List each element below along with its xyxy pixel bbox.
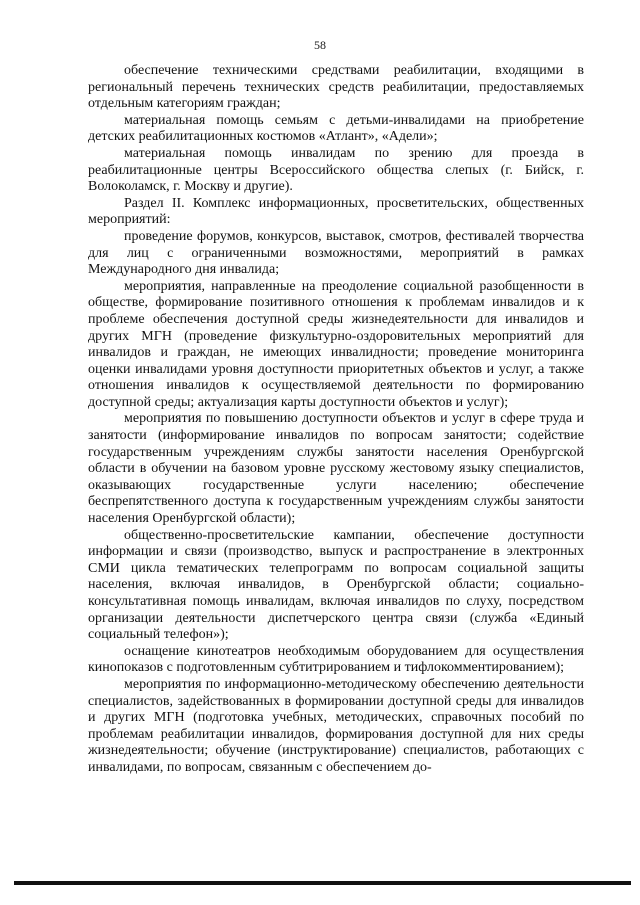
- paragraph-6: мероприятия, направленные на преодоление социальной разобщенности в обществе, формирование позитивного отношения к проблемам инвалидов и к проблеме обеспечения доступной среды жизнедеятельности для инвалидов и других МГН (проведение физкультурно-оздоровительных мероприятий для инвалидов и граждан, не имеющих инвалидности; проведение мониторинга оценки инвалидами уровня доступности приоритетных объектов и услуг, а также отношения инвалидов к осуществляемой деятельности по формированию доступной среды; актуализация карты доступности объектов и услуг);: [88, 278, 584, 410]
- paragraph-8: общественно-просветительские кампании, обеспечение доступности информации и связи (производство, выпуск и распространение в электронных СМИ цикла тематических телепрограмм по вопросам социальной защиты населения, включая инвалидов, в Оренбургской области; социально-консультативная помощь инвалидам, включая инвалидов по слуху, посредством организации деятельности диспетчерского центра связи (служба «Единый социальный телефон»);: [88, 527, 584, 643]
- paragraph-10: мероприятия по информационно-методическому обеспечению деятельности специалистов, задействованных в формировании доступной среды для инвалидов и других МГН (подготовка учебных, методических, справочных пособий по проблемам реабилитации инвалидов, формирования доступной для них среды жизнедеятельности; обучение (инструктирование) специалистов, работающих с инвалидами, по вопросам, связанным с обеспечением до-: [88, 676, 584, 775]
- page-number: 58: [314, 38, 326, 52]
- document-body: [88, 63, 584, 777]
- paragraph-9: оснащение кинотеатров необходимым оборудованием для осуществления кинопоказов с подготовленным субтитрированием и тифлокомментированием);: [88, 643, 584, 676]
- section-heading-paragraph: Раздел II. Комплекс информационных, просветительских, общественных мероприятий:: [88, 195, 584, 228]
- paragraph-5: проведение форумов, конкурсов, выставок, смотров, фестивалей творчества для лиц с ограниченными возможностями, мероприятий в рамках Международного дня инвалида;: [88, 228, 584, 278]
- paragraph-1: обеспечение техническими средствами реабилитации, входящими в региональный перечень технических средств реабилитации, предоставляемых отдельным категориям граждан;: [88, 63, 584, 112]
- paragraph-2: материальная помощь семьям с детьми-инвалидами на приобретение детских реабилитационных костюмов «Атлант», «Адели»;: [88, 112, 584, 145]
- paragraph-3: материальная помощь инвалидам по зрению для проезда в реабилитационные центры Всероссийского общества слепых (г. Бийск, г. Волоколамск, г. Москву и другие).: [88, 145, 584, 195]
- bottom-divider: [14, 881, 631, 885]
- paragraph-7: мероприятия по повышению доступности объектов и услуг в сфере труда и занятости (информирование инвалидов по вопросам занятости; содействие государственным учреждениям службы занятости населения Оренбургской области в обучении на базовом уровне русскому жестовому языку специалистов, оказывающих государственные услуги населению; обеспечение беспрепятственного доступа к государственным учреждениям службы занятости населения Оренбургской области);: [88, 411, 584, 527]
